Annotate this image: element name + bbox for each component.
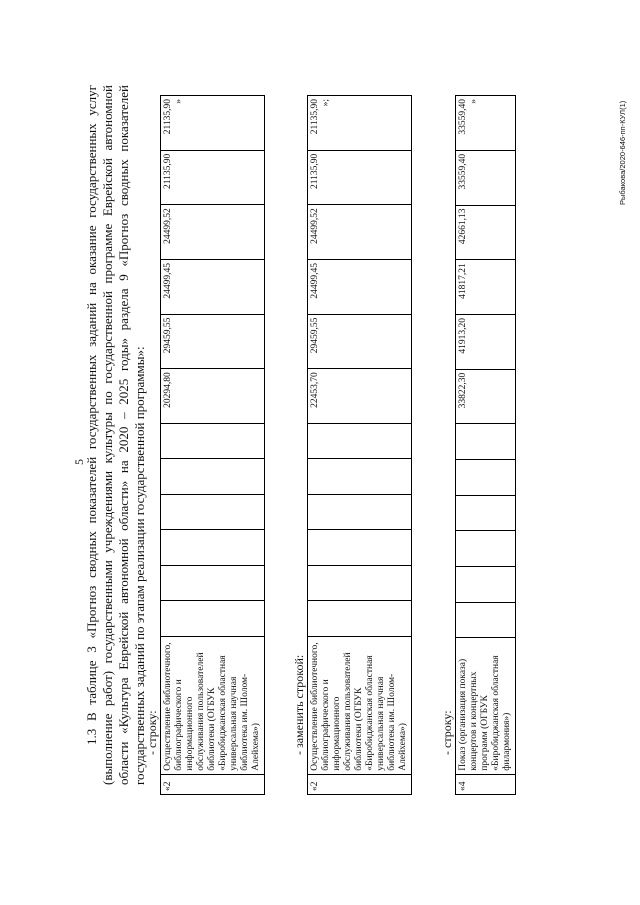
value-cell: 33822,30 bbox=[456, 369, 516, 424]
row-label-2: - строку: bbox=[440, 710, 454, 755]
value-cell: 24499,45 bbox=[308, 259, 412, 314]
intro-paragraph bbox=[84, 85, 148, 785]
empty-cell bbox=[161, 494, 265, 529]
service-name: Осуществление библиотечного, библиографического и информационного обслуживания пользователей библиотеки (ОГБУК «Биробиджанская областная универсальная научная библиотека им. Шолом-Алейхема») bbox=[161, 636, 265, 774]
row-label-1: - строку: bbox=[145, 710, 159, 755]
closing-quote: » bbox=[469, 99, 479, 104]
empty-cell bbox=[308, 459, 412, 494]
empty-cell bbox=[456, 531, 516, 567]
value-text: 33559,40 bbox=[458, 99, 468, 135]
value-cell: 33559,40 bbox=[456, 150, 516, 205]
empty-cell bbox=[456, 567, 516, 603]
empty-cell bbox=[456, 495, 516, 531]
empty-cell bbox=[161, 530, 265, 565]
value-cell: 21135,90 bbox=[308, 150, 412, 205]
empty-cell bbox=[308, 565, 412, 600]
row-number: «2 bbox=[308, 774, 412, 794]
table-row-concerts bbox=[455, 95, 516, 795]
empty-cell bbox=[161, 601, 265, 636]
closing-quote: »; bbox=[321, 99, 331, 107]
empty-cell bbox=[308, 423, 412, 458]
empty-cell bbox=[456, 424, 516, 460]
value-cell: 22453,70 bbox=[308, 369, 412, 424]
value-cell: 24499,52 bbox=[308, 205, 412, 260]
replace-label: - заменить строкой: bbox=[292, 654, 306, 755]
value-cell: 24499,52 bbox=[161, 205, 265, 260]
service-name: Показ (организация показа) концертов и концертных программ (ОГБУК «Биробиджанская областная филармония») bbox=[456, 638, 516, 774]
intro-text: 1.3 В таблице 3 «Прогноз сводных показателей государственных заданий на оказание государственных услуг (выполнение работ) государственными учреждениями культуры по государственной программе Еврейской автономной области «Культура Еврейской автономной области» на 2020 – 2025 годы» раздела 9 «Прогноз сводных показателей государственных заданий по этапам реализации государственной программы»: bbox=[84, 85, 147, 785]
empty-cell bbox=[308, 530, 412, 565]
service-name: Осуществление библиотечного, библиографического и информационного обслуживания пользователей библиотеки (ОГБУК «Биробиджанская областная универсальная научная библиотека им. Шолом-Алейхема») bbox=[308, 636, 412, 774]
table-row bbox=[456, 96, 516, 795]
footer-doc-id: Рыбакова/2020-646-пп-КУЛ(1) bbox=[618, 100, 627, 205]
value-cell-last bbox=[456, 96, 516, 151]
value-cell: 21135,90 bbox=[161, 150, 265, 205]
table-row bbox=[308, 96, 412, 795]
table-row-replacement bbox=[307, 95, 412, 795]
page-number: 5 bbox=[72, 459, 86, 465]
row-number: «4 bbox=[456, 774, 516, 794]
empty-cell bbox=[456, 602, 516, 638]
value-cell: 24499,45 bbox=[161, 259, 265, 314]
value-cell: 42661,13 bbox=[456, 205, 516, 260]
empty-cell bbox=[456, 460, 516, 496]
value-cell: 41817,21 bbox=[456, 260, 516, 315]
value-cell: 20294,80 bbox=[161, 369, 265, 424]
table-row bbox=[161, 96, 265, 795]
value-cell: 41913,20 bbox=[456, 315, 516, 370]
closing-quote: » bbox=[174, 99, 184, 104]
empty-cell bbox=[161, 423, 265, 458]
empty-cell bbox=[161, 565, 265, 600]
value-cell: 29459,55 bbox=[308, 314, 412, 369]
row-number: «2 bbox=[161, 774, 265, 794]
value-cell: 29459,55 bbox=[161, 314, 265, 369]
empty-cell bbox=[308, 601, 412, 636]
value-cell-last bbox=[308, 96, 412, 151]
value-cell-last bbox=[161, 96, 265, 151]
value-text: 21135,90 bbox=[310, 99, 320, 135]
empty-cell bbox=[308, 494, 412, 529]
table-row-original bbox=[160, 95, 265, 795]
value-text: 21135,90 bbox=[163, 99, 173, 135]
empty-cell bbox=[161, 459, 265, 494]
